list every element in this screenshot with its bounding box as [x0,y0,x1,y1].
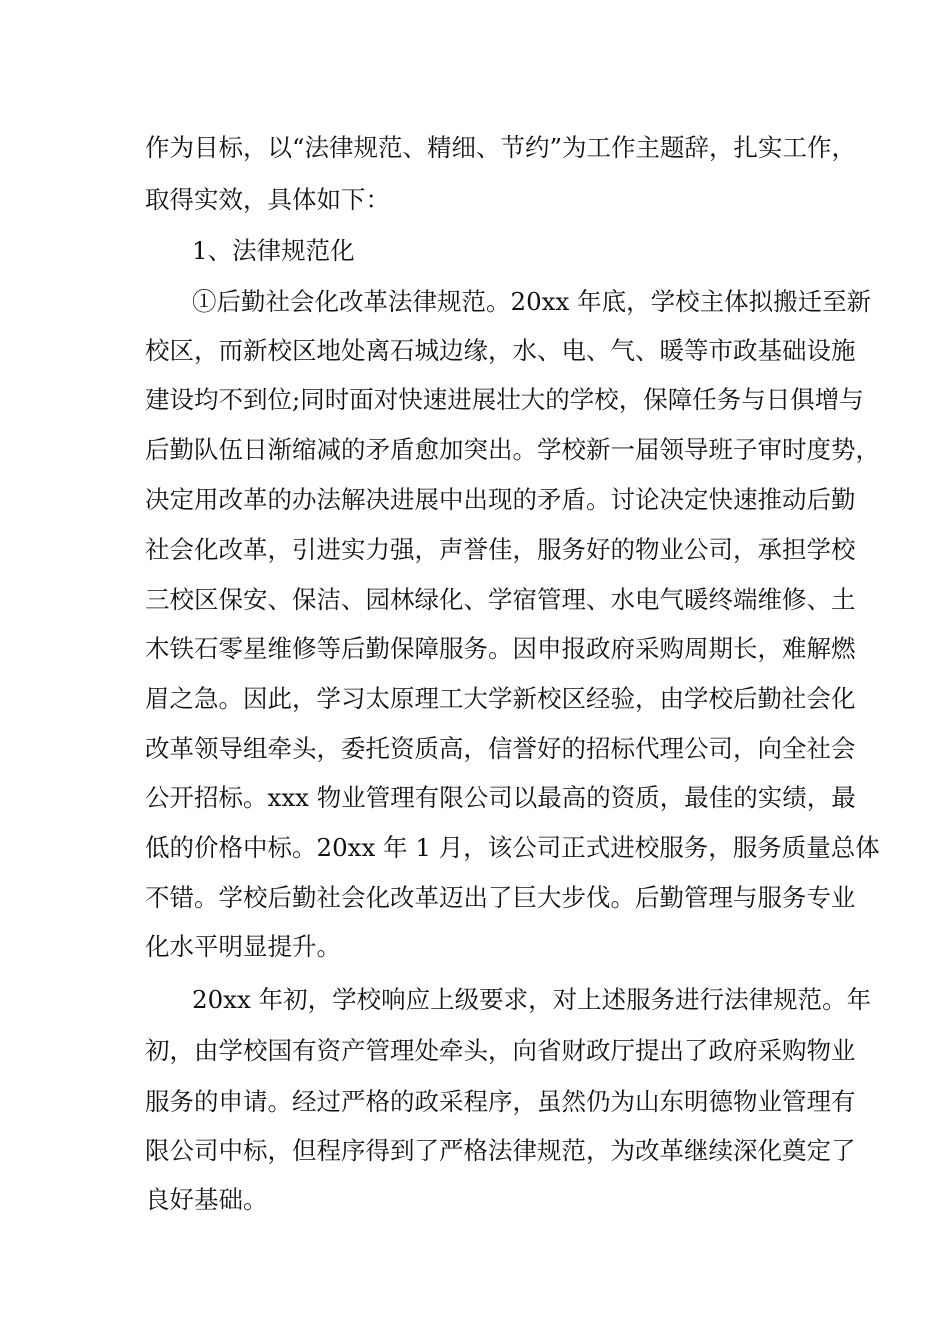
text-line: 化水平明显提升。 [145,932,341,961]
text-line: 三校区保安、保洁、园林绿化、学宿管理、水电气暖终端维修、土 [145,585,856,614]
text-line: 初，由学校国有资产管理处牵头，向省财政厅提出了政府采购物业 [145,1036,856,1065]
text-line: 取得实效，具体如下： [145,185,390,214]
text-line: 后勤队伍日渐缩减的矛盾愈加突出。学校新一届领导班子审时度势， [145,435,880,464]
text-line: 木铁石零星维修等后勤保障服务。因申报政府采购周期长，难解燃 [145,634,856,663]
text-line: 校区，而新校区地处离石城边缘，水、电、气、暖等市政基础设施 [145,336,856,365]
text-line: 低的价格中标。20xx 年 1 月，该公司正式进校服务，服务质量总体 [145,833,880,862]
text-line: 改革领导组牵头，委托资质高，信誉好的招标代理公司，向全社会 [145,734,856,763]
text-line: 决定用改革的办法解决进展中出现的矛盾。讨论决定快速推动后勤 [145,485,856,514]
text-line: 良好基础。 [145,1185,268,1214]
text-line: 公开招标。xxx 物业管理有限公司以最高的资质，最佳的实绩，最 [145,783,856,812]
section-heading: 1、法律规范化 [192,236,355,265]
text-line: 社会化改革，引进实力强，声誉佳，服务好的物业公司，承担学校 [145,535,856,564]
text-line: 作为目标，以“法律规范、精细、节约”为工作主题辞，扎实工作， [145,133,857,162]
text-line: 建设均不到位;同时面对快速进展壮大的学校，保障任务与日俱增与 [145,385,864,414]
text-line: 限公司中标，但程序得到了严格法律规范，为改革继续深化奠定了 [145,1136,856,1165]
text-line: 服务的申请。经过严格的政采程序，虽然仍为山东明德物业管理有 [145,1087,856,1116]
text-line: 不错。学校后勤社会化改革迈出了巨大步伐。后勤管理与服务专业 [145,883,856,912]
text-line: ①后勤社会化改革法律规范。20xx 年底，学校主体拟搬迁至新 [192,287,872,316]
text-line: 20xx 年初，学校响应上级要求，对上述服务进行法律规范。年 [192,985,872,1014]
text-line: 眉之急。因此，学习太原理工大学新校区经验，由学校后勤社会化 [145,684,856,713]
